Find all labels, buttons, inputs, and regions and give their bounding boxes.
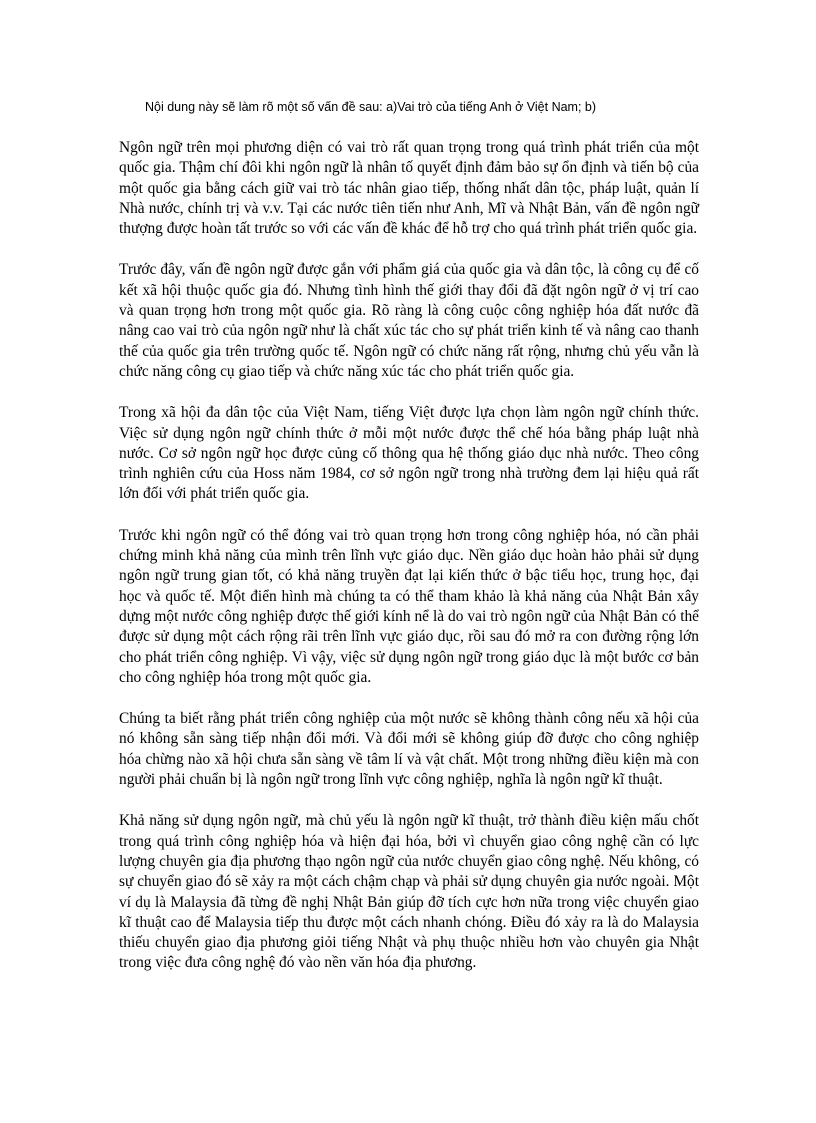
paragraph: Khả năng sử dụng ngôn ngữ, mà chủ yếu là ngôn ngữ kĩ thuật, trở thành điều kiện mấu chốt trong quá trình công nghiệp hóa và hiện đại hóa, bởi vì chuyển giao công nghệ cần có lực lượng chuyên gia địa phương thạo ngôn ngữ của nước chuyển giao công nghệ. Nếu không, có sự chuyển giao đó sẽ xảy ra một cách chậm chạp và phải sử dụng chuyên gia nước ngoài. Một ví dụ là Malaysia đã từng đề nghị Nhật Bản giúp đỡ tích cực hơn nữa trong việc chuyển giao kĩ thuật cao để Malaysia tiếp thu được một cách nhanh chóng. Điều đó xảy ra là do Malaysia thiếu chuyển giao địa phương giỏi tiếng Nhật và phụ thuộc nhiều hơn vào chuyên gia Nhật trong việc đưa công nghệ đó vào nền văn hóa địa phương. [119, 812, 699, 972]
paragraph: Chúng ta biết rằng phát triển công nghiệp của một nước sẽ không thành công nếu xã hội của nó không sẵn sàng tiếp nhận đổi mới. Và đổi mới sẽ không giúp đỡ được cho công nghiệp hóa chừng nào xã hội chưa sẵn sàng về tâm lí và vật chất. Một trong những điều kiện mà con người phải chuẩn bị là ngôn ngữ trong lĩnh vực công nghiệp, nghĩa là ngôn ngữ kĩ thuật. [119, 710, 699, 789]
document-body [119, 138, 699, 995]
paragraph: Trước khi ngôn ngữ có thể đóng vai trò quan trọng hơn trong công nghiệp hóa, nó cần phải chứng minh khả năng của mình trên lĩnh vực giáo dục. Nền giáo dục hoàn hảo phải sử dụng ngôn ngữ trung gian tốt, có khả năng truyền đạt lại kiến thức ở bậc tiểu học, trung học, đại học và quốc tế. Một điển hình mà chúng ta có thể tham khảo là khả năng của Nhật Bản xây dựng một nước công nghiệp được thế giới kính nể là do vai trò ngôn ngữ của Nhật Bản có thể được sử dụng một cách rộng rãi trên lĩnh vực giáo dục, rồi sau đó mở ra con đường rộng lớn cho phát triển công nghiệp. Vì vậy, việc sử dụng ngôn ngữ trong giáo dục là một bước cơ bản cho công nghiệp hóa trong một quốc gia. [119, 526, 699, 686]
paragraph: Trong xã hội đa dân tộc của Việt Nam, tiếng Việt được lựa chọn làm ngôn ngữ chính thức. Việc sử dụng ngôn ngữ chính thức ở mỗi một nước được thể chế hóa bằng pháp luật nhà nước. Cơ sở ngôn ngữ học được củng cố thông qua hệ thống giáo dục nhà nước. Theo công trình nghiên cứu của Hoss năm 1984, cơ sở ngôn ngữ trong nhà trường đem lại hiệu quả rất lớn đối với phát triển quốc gia. [119, 404, 699, 503]
paragraph: Trước đây, vấn đề ngôn ngữ được gắn với phẩm giá của quốc gia và dân tộc, là công cụ để cố kết xã hội thuộc quốc gia đó. Nhưng tình hình thế giới thay đổi đã đặt ngôn ngữ ở vị trí cao và quan trọng hơn trong một quốc gia. Rõ ràng là công cuộc công nghiệp hóa đất nước đã nâng cao vai trò của ngôn ngữ như là chất xúc tác cho sự phát triển kinh tế và nâng cao thanh thế của quốc gia trên trường quốc tế. Ngôn ngữ có chức năng rất rộng, nhưng chủ yếu vẫn là chức năng công cụ giao tiếp và chức năng xúc tác cho phát triển quốc gia. [119, 261, 699, 380]
intro-line: Nội dung này sẽ làm rõ một số vấn đề sau: a)Vai trò của tiếng Anh ở Việt Nam; b) [145, 100, 597, 114]
paragraph: Ngôn ngữ trên mọi phương diện có vai trò rất quan trọng trong quá trình phát triển của một quốc gia. Thậm chí đôi khi ngôn ngữ là nhân tố quyết định đảm bảo sự ổn định và tiến bộ của một quốc gia bằng cách giữ vai trò tác nhân giao tiếp, thống nhất dân tộc, pháp luật, quản lí Nhà nước, chính trị và v.v. Tại các nước tiên tiến như Anh, Mĩ và Nhật Bản, vấn đề ngôn ngữ thượng được hoàn tất trước so với các vấn đề khác để hỗ trợ cho quá trình phát triển quốc gia. [119, 139, 699, 238]
